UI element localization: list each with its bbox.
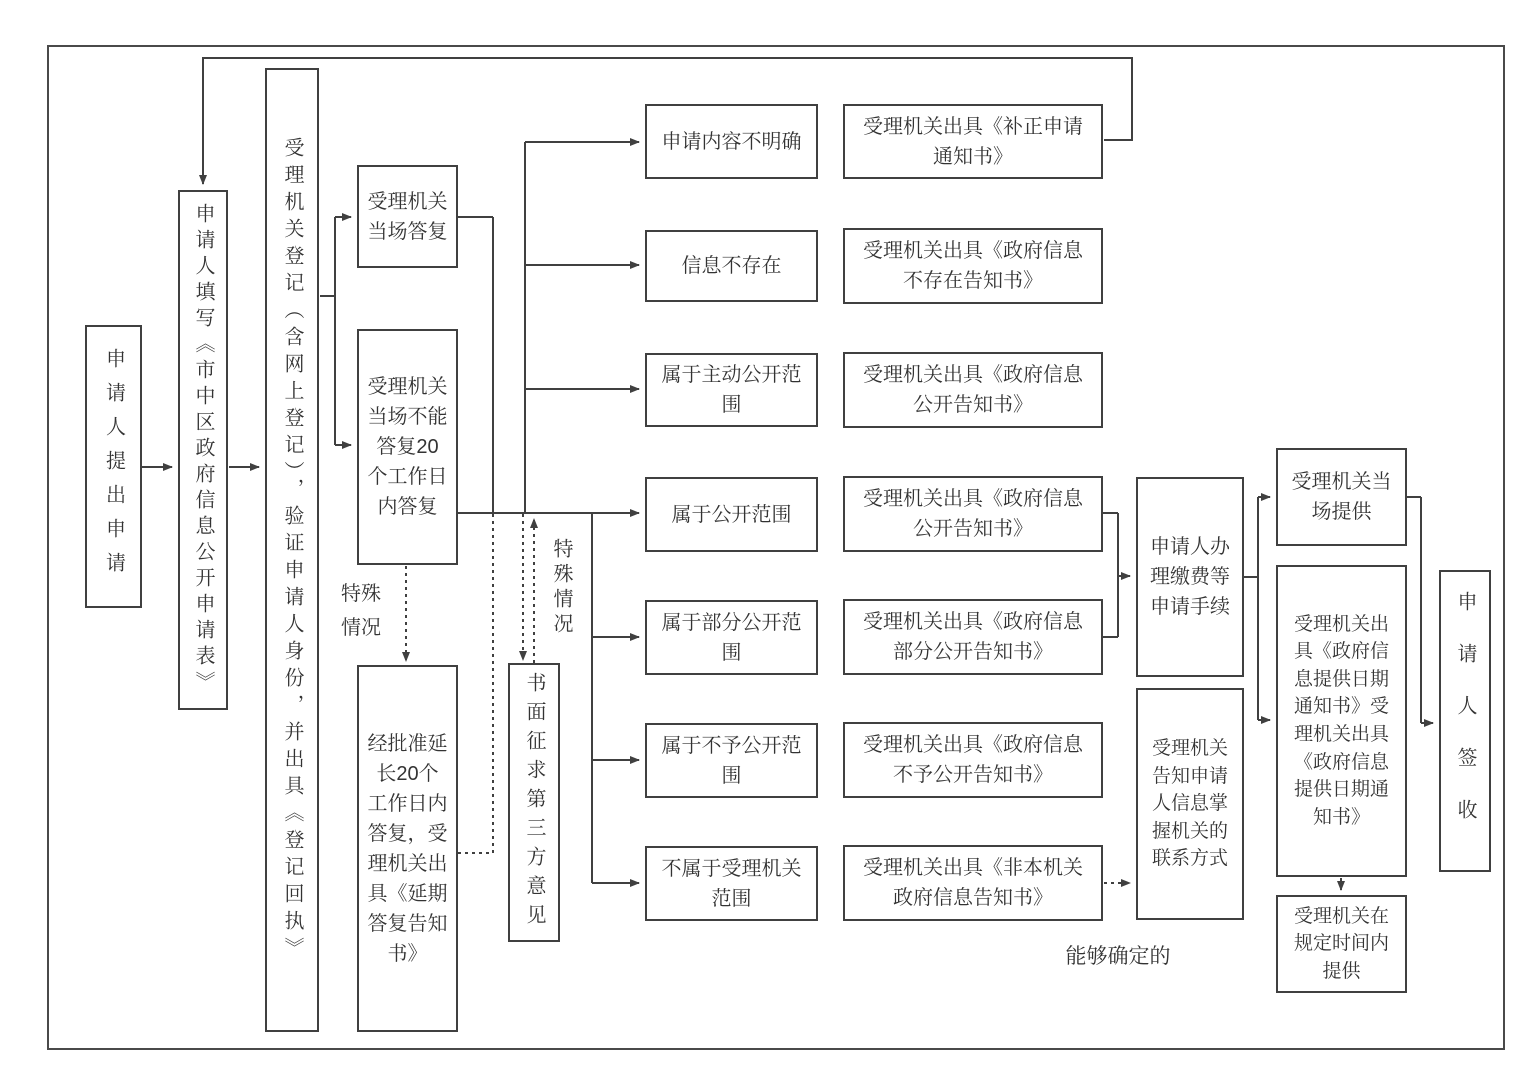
node-res-proactive: 受理机关出具《政府信息公开告知书》 <box>843 352 1103 428</box>
node-sign: 申请人签收 <box>1439 570 1491 872</box>
node-provide-intime: 受理机关在规定时间内提供 <box>1276 895 1407 993</box>
node-contact: 受理机关告知申请人信息掌握机关的联系方式 <box>1136 688 1244 920</box>
node-cond-closed: 属于不予公开范围 <box>645 723 818 798</box>
node-fill-form: 申请人填写《市中区政府信息公开申请表》 <box>178 190 228 710</box>
node-reply-20days: 受理机关当场不能答复20个工作日内答复 <box>357 329 458 565</box>
node-res-partial: 受理机关出具《政府信息部分公开告知书》 <box>843 599 1103 675</box>
node-res-open: 受理机关出具《政府信息公开告知书》 <box>843 476 1103 552</box>
node-register: 受理机关登记（含网上登记），验证申请人身份，并出具《登记回执》 <box>265 68 319 1032</box>
node-cond-partial: 属于部分公开范围 <box>645 600 818 675</box>
label-special-case-left: 特殊情况 <box>341 583 381 639</box>
node-cond-open: 属于公开范围 <box>645 477 818 552</box>
node-res-other-org: 受理机关出具《非本机关政府信息告知书》 <box>843 845 1103 921</box>
node-extension: 经批准延长20个工作日内答复，受理机关出具《延期答复告知书》 <box>357 665 458 1032</box>
label-confirmable: 能够确定的 <box>1065 945 1171 968</box>
node-cond-not-exist: 信息不存在 <box>645 230 818 302</box>
node-cond-unclear: 申请内容不明确 <box>645 104 818 179</box>
node-reply-onspot: 受理机关当场答复 <box>357 165 458 268</box>
node-res-not-exist: 受理机关出具《政府信息不存在告知书》 <box>843 228 1103 304</box>
node-provide-onspot: 受理机关当场提供 <box>1276 448 1407 546</box>
node-applicant-submit: 申请人提出申请 <box>85 325 142 608</box>
node-res-supplement: 受理机关出具《补正申请通知书》 <box>843 104 1103 179</box>
node-pay: 申请人办理缴费等申请手续 <box>1136 477 1244 677</box>
node-cond-other-org: 不属于受理机关范围 <box>645 846 818 921</box>
node-third-party-opinion: 书面征求第三方意见 <box>508 663 560 942</box>
node-provide-date: 受理机关出具《政府信息提供日期通知书》受理机关出具《政府信息提供日期通知书》 <box>1276 565 1407 877</box>
node-cond-proactive: 属于主动公开范围 <box>645 353 818 427</box>
label-special-case-right: 特殊情况 <box>550 538 572 638</box>
node-res-closed: 受理机关出具《政府信息不予公开告知书》 <box>843 722 1103 798</box>
